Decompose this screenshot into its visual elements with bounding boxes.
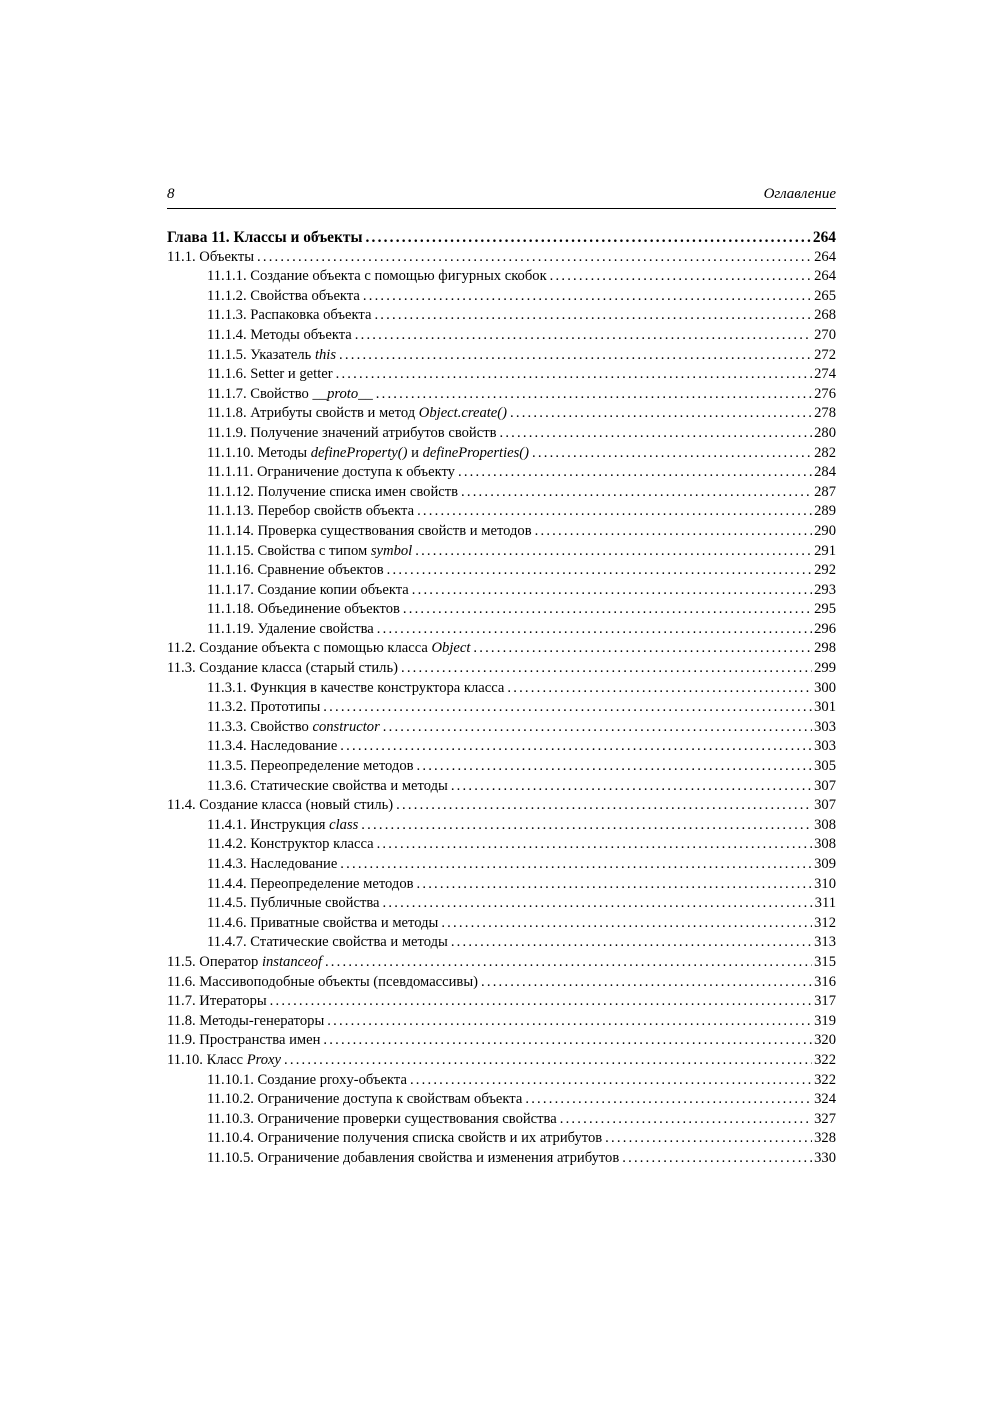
- toc-entry-page: 268: [814, 307, 836, 324]
- toc-title-segment: 11.4.6. Приватные свойства и методы: [207, 914, 439, 931]
- toc-entry-page: 322: [814, 1071, 836, 1088]
- toc-entry: [167, 679, 836, 699]
- toc-title-segment: 11.1. Объекты: [167, 248, 254, 265]
- dot-leader: [340, 737, 812, 757]
- toc-title-segment: 11.10.5. Ограничение добавления свойства и изменения атрибутов: [207, 1149, 620, 1166]
- toc-title-segment: 11.4.3. Наследование: [207, 856, 338, 872]
- toc-title-segment: 11.3.5. Переопределение методов: [207, 758, 414, 775]
- header-title: Оглавление: [763, 186, 836, 202]
- dot-leader: [323, 698, 812, 718]
- dot-leader: [323, 1031, 812, 1051]
- dot-leader: [622, 1149, 812, 1169]
- toc-entry: [167, 737, 836, 757]
- toc-entry-title: [207, 424, 496, 444]
- toc-entry-page: 309: [814, 856, 836, 872]
- toc-entry-title: [167, 992, 267, 1012]
- toc-entry: [167, 365, 836, 385]
- toc-entry: [167, 1051, 836, 1071]
- toc-title-italic-segment: class: [329, 816, 359, 833]
- toc-title-segment: 11.4.1. Инструкция: [207, 816, 330, 833]
- dot-leader: [441, 914, 812, 934]
- toc-entry-page: 264: [812, 229, 836, 246]
- toc-title-segment: 11.1.4. Методы объекта: [207, 326, 352, 343]
- dot-leader: [525, 1090, 812, 1110]
- toc-entry: [167, 326, 836, 346]
- toc-entry-page: 307: [814, 797, 836, 814]
- toc-entry-title: [207, 718, 380, 738]
- dot-leader: [403, 600, 812, 620]
- dot-leader: [451, 933, 812, 953]
- toc-entry-page: 270: [814, 326, 836, 343]
- toc-title-segment: 11.2. Создание объекта с помощью класса: [167, 640, 432, 657]
- toc-entry-title: [207, 835, 374, 855]
- toc-title-italic-segment: Object: [431, 640, 471, 657]
- toc-entry-title: [207, 914, 438, 934]
- toc-title-segment: 11.10.2. Ограничение доступа к свойствам объекта: [207, 1091, 523, 1108]
- toc-title-italic-segment: Object.create(): [418, 405, 507, 422]
- running-header: [167, 186, 836, 209]
- toc-title-segment: 11.1.6. Setter и getter: [207, 366, 333, 383]
- toc-title-italic-segment: this: [314, 346, 337, 363]
- toc-entry-title: [207, 287, 360, 307]
- toc-entry-title: [207, 816, 358, 836]
- dot-leader: [401, 659, 812, 679]
- toc-entry-title: [207, 620, 374, 640]
- toc-entry: [167, 542, 836, 562]
- toc-entry: [167, 502, 836, 522]
- toc-title-italic-segment: instanceof: [261, 953, 322, 970]
- toc-entry-page: 290: [814, 522, 836, 539]
- toc-entry-title: [207, 698, 320, 718]
- toc-entry: [167, 894, 836, 914]
- toc-entry: [167, 816, 836, 836]
- toc-entry-title: [207, 777, 448, 797]
- toc-entry-page: 276: [814, 385, 836, 402]
- toc-entry-page: 315: [814, 953, 836, 970]
- dot-leader: [355, 326, 812, 346]
- toc-title-segment: 11.1.12. Получение списка имен свойств: [207, 483, 458, 500]
- toc-entry: [167, 933, 836, 953]
- dot-leader: [270, 992, 812, 1012]
- toc-entry-title: [207, 346, 336, 366]
- toc-title-segment: 11.1.18. Объединение объектов: [207, 601, 400, 618]
- toc-entry: [167, 1090, 836, 1110]
- toc-entry-page: 320: [814, 1032, 836, 1049]
- dot-leader: [532, 444, 812, 464]
- toc-entry-title: [207, 875, 414, 895]
- toc-entry: [167, 600, 836, 620]
- toc-entry-title: [207, 1149, 619, 1169]
- dot-leader: [365, 228, 810, 248]
- dot-leader: [473, 639, 812, 659]
- toc-title-segment: 11.6. Массивоподобные объекты (псевдомассивы): [167, 973, 478, 990]
- dot-leader: [481, 973, 812, 993]
- toc-entry-page: 296: [814, 620, 836, 637]
- toc-title-segment: 11.1.15. Свойства с типом: [207, 542, 371, 559]
- toc-entry-page: 313: [814, 934, 836, 951]
- dot-leader: [377, 620, 812, 640]
- toc-title-segment: 11.4.2. Конструктор класса: [207, 836, 374, 853]
- toc-title-segment: 11.1.10. Методы: [207, 444, 311, 461]
- dot-leader: [361, 816, 812, 836]
- toc-entry-title: [207, 855, 337, 875]
- toc-entry: [167, 973, 836, 993]
- toc-title-segment: 11.1.17. Создание копии объекта: [207, 581, 409, 598]
- toc-title-segment: 11.1.9. Получение значений атрибутов свойств: [207, 424, 497, 441]
- dot-leader: [510, 404, 812, 424]
- toc-entry-page: 278: [814, 405, 836, 422]
- dot-leader: [284, 1051, 812, 1071]
- toc-entry-title: [207, 1071, 407, 1091]
- toc-entry-title: [167, 1012, 324, 1032]
- toc-entry: [167, 1012, 836, 1032]
- toc-entry: [167, 444, 836, 464]
- dot-leader: [451, 777, 812, 797]
- toc-title-italic-segment: __proto__: [312, 385, 373, 402]
- toc-entry: [167, 483, 836, 503]
- toc-entry-page: 264: [814, 268, 836, 285]
- toc-entry-page: 311: [814, 895, 836, 912]
- toc-entry-title: [207, 522, 532, 542]
- toc-entry-page: 317: [814, 993, 836, 1010]
- toc-entry-page: 291: [814, 542, 836, 559]
- toc-entry-page: 305: [814, 758, 836, 775]
- toc-entry-title: [207, 404, 507, 424]
- dot-leader: [605, 1129, 812, 1149]
- toc-entry: [167, 248, 836, 268]
- toc-entry-title: [207, 1090, 522, 1110]
- toc-entry: [167, 267, 836, 287]
- dot-leader: [461, 483, 812, 503]
- toc-entry: [167, 581, 836, 601]
- toc-entry: [167, 777, 836, 797]
- toc-entry: [167, 287, 836, 307]
- toc-title-segment: 11.3.4. Наследование: [207, 738, 338, 755]
- toc-entry-page: 274: [814, 366, 836, 383]
- toc-title-segment: 11.4.7. Статические свойства и методы: [207, 934, 448, 951]
- toc-entry-page: 292: [814, 562, 836, 579]
- toc-entry: [167, 639, 836, 659]
- toc-entry-page: 330: [814, 1149, 836, 1166]
- toc-title-segment: 11.4.4. Переопределение методов: [207, 875, 414, 892]
- toc-entry-page: 280: [814, 424, 836, 441]
- toc-entry: [167, 757, 836, 777]
- toc-entry-page: 322: [814, 1051, 836, 1068]
- toc-entry-title: [207, 444, 529, 464]
- toc-entry-title: [207, 933, 448, 953]
- dot-leader: [417, 875, 813, 895]
- dot-leader: [417, 502, 812, 522]
- toc-entry: [167, 1031, 836, 1051]
- dot-leader: [327, 1012, 812, 1032]
- toc-entry-title: [207, 306, 371, 326]
- page-number: 8: [167, 186, 175, 202]
- dot-leader: [387, 561, 812, 581]
- toc-entry: [167, 992, 836, 1012]
- toc-title-italic-segment: defineProperties(): [422, 444, 530, 461]
- toc-entry-title: [207, 737, 337, 757]
- toc-entry-title: [167, 953, 322, 973]
- toc-title-segment: 11.1.5. Указатель: [207, 346, 315, 363]
- dot-leader: [376, 385, 812, 405]
- toc-title-segment: 11.3. Создание класса (старый стиль): [167, 660, 398, 677]
- dot-leader: [383, 718, 812, 738]
- toc-title-segment: 11.1.11. Ограничение доступа к объекту: [207, 464, 455, 481]
- toc-entry-page: 301: [814, 699, 836, 716]
- toc-entry-title: [167, 1031, 320, 1051]
- toc-entry-page: 308: [814, 816, 836, 833]
- toc-entry-title: [207, 463, 455, 483]
- toc-entry-title: [207, 757, 414, 777]
- toc-title-segment: 11.1.14. Проверка существования свойств и методов: [207, 522, 532, 539]
- dot-leader: [410, 1071, 812, 1091]
- toc-entry: [167, 796, 836, 816]
- dot-leader: [383, 894, 813, 914]
- dot-leader: [340, 855, 812, 875]
- toc-entry-page: 319: [814, 1012, 836, 1029]
- toc-title-segment: 11.1.8. Атрибуты свойств и метод: [207, 405, 419, 422]
- toc-entry-page: 307: [814, 777, 836, 794]
- toc-entry-title: [167, 639, 470, 659]
- toc-entry-page: 308: [814, 836, 836, 853]
- toc-entry-title: [167, 228, 362, 248]
- toc-entry: [167, 855, 836, 875]
- toc-entry: [167, 914, 836, 934]
- dot-leader: [550, 267, 812, 287]
- toc-title-segment: и: [407, 444, 423, 461]
- toc-entry-title: [167, 1051, 281, 1071]
- dot-leader: [374, 306, 812, 326]
- toc-entry-title: [207, 894, 380, 914]
- toc-entry-page: 295: [814, 601, 836, 618]
- toc-title-segment: 11.1.19. Удаление свойства: [207, 620, 374, 637]
- toc-entry-page: 316: [814, 973, 836, 990]
- toc-title-segment: 11.5. Оператор: [167, 953, 262, 970]
- toc-entry-title: [207, 1110, 557, 1130]
- toc-entry: [167, 306, 836, 326]
- toc-entry-title: [167, 796, 393, 816]
- toc-entry-title: [207, 561, 384, 581]
- toc-list: [167, 228, 836, 1169]
- toc-title-segment: Глава 11. Классы и объекты: [167, 229, 363, 246]
- toc-title-segment: 11.3.3. Свойство: [207, 718, 313, 735]
- toc-entry: [167, 561, 836, 581]
- toc-entry: [167, 404, 836, 424]
- toc-title-segment: 11.4.5. Публичные свойства: [207, 895, 380, 912]
- toc-entry: [167, 385, 836, 405]
- dot-leader: [535, 522, 812, 542]
- toc-entry: [167, 1071, 836, 1091]
- toc-title-segment: 11.7. Итераторы: [167, 993, 267, 1010]
- dot-leader: [325, 953, 812, 973]
- toc-title-segment: 11.1.1. Создание объекта с помощью фигурных скобок: [207, 268, 547, 285]
- toc-entry-page: 324: [814, 1091, 836, 1108]
- toc-entry-page: 284: [814, 464, 836, 481]
- toc-entry-title: [207, 542, 412, 562]
- toc-title-segment: 11.3.1. Функция в качестве конструктора класса: [207, 679, 505, 696]
- toc-title-italic-segment: symbol: [370, 542, 413, 559]
- toc-entry: [167, 228, 836, 248]
- toc-title-segment: 11.1.16. Сравнение объектов: [207, 562, 384, 579]
- toc-entry: [167, 620, 836, 640]
- toc-title-segment: 11.3.2. Прототипы: [207, 699, 321, 716]
- toc-title-segment: 11.9. Пространства имен: [167, 1032, 321, 1049]
- toc-title-italic-segment: defineProperty(): [310, 444, 408, 461]
- toc-entry: [167, 1149, 836, 1169]
- toc-entry-title: [207, 502, 414, 522]
- toc-entry-title: [207, 581, 409, 601]
- toc-title-segment: 11.10.4. Ограничение получения списка свойств и их атрибутов: [207, 1130, 603, 1147]
- toc-entry-page: 298: [814, 640, 836, 657]
- toc-entry-page: 289: [814, 503, 836, 520]
- dot-leader: [412, 581, 812, 601]
- toc-entry-title: [207, 385, 373, 405]
- toc-entry-page: 303: [814, 738, 836, 755]
- toc-entry: [167, 875, 836, 895]
- toc-entry-title: [207, 365, 333, 385]
- toc-entry-page: 328: [814, 1130, 836, 1147]
- toc-entry-page: 293: [814, 581, 836, 598]
- toc-entry: [167, 1129, 836, 1149]
- dot-leader: [415, 542, 812, 562]
- toc-entry: [167, 953, 836, 973]
- toc-entry-page: 312: [814, 914, 836, 931]
- toc-entry-title: [207, 483, 458, 503]
- toc-title-segment: 11.10.3. Ограничение проверки существования свойства: [207, 1110, 557, 1127]
- toc-title-segment: 11.10.1. Создание proxy-объекта: [207, 1071, 407, 1088]
- toc-entry: [167, 698, 836, 718]
- toc-entry: [167, 346, 836, 366]
- dot-leader: [363, 287, 812, 307]
- toc-title-segment: 11.3.6. Статические свойства и методы: [207, 777, 448, 794]
- toc-entry: [167, 522, 836, 542]
- toc-entry-title: [207, 267, 547, 287]
- toc-title-segment: 11.4. Создание класса (новый стиль): [167, 797, 394, 814]
- toc-entry-page: 265: [814, 287, 836, 304]
- toc-entry-title: [167, 973, 478, 993]
- dot-leader: [257, 248, 812, 268]
- toc-title-segment: 11.1.7. Свойство: [207, 385, 313, 402]
- toc-entry: [167, 659, 836, 679]
- toc-entry-page: 287: [814, 483, 836, 500]
- toc-title-segment: 11.1.3. Распаковка объекта: [207, 307, 372, 324]
- toc-entry-title: [167, 659, 398, 679]
- toc-entry-title: [207, 600, 400, 620]
- dot-leader: [458, 463, 812, 483]
- dot-leader: [336, 365, 813, 385]
- toc-entry: [167, 463, 836, 483]
- toc-title-segment: 11.10. Класс: [167, 1051, 247, 1068]
- dot-leader: [377, 835, 813, 855]
- toc-entry: [167, 835, 836, 855]
- dot-leader: [560, 1110, 812, 1130]
- toc-entry-page: 327: [814, 1110, 836, 1127]
- toc-title-segment: 11.1.2. Свойства объекта: [207, 287, 360, 304]
- toc-entry-page: 303: [814, 718, 836, 735]
- dot-leader: [499, 424, 812, 444]
- toc-entry-page: 299: [814, 660, 836, 677]
- toc-entry: [167, 1110, 836, 1130]
- toc-entry-page: 282: [814, 444, 836, 461]
- toc-title-segment: 11.1.13. Перебор свойств объекта: [207, 503, 415, 520]
- dot-leader: [417, 757, 813, 777]
- dot-leader: [507, 679, 812, 699]
- toc-entry-page: 264: [814, 248, 836, 265]
- toc-entry-title: [207, 1129, 602, 1149]
- toc-title-italic-segment: constructor: [312, 718, 380, 735]
- dot-leader: [396, 796, 812, 816]
- toc-entry: [167, 424, 836, 444]
- toc-entry: [167, 718, 836, 738]
- toc-entry-page: 272: [814, 346, 836, 363]
- toc-entry-title: [207, 679, 504, 699]
- toc-entry-page: 300: [814, 679, 836, 696]
- toc-entry-title: [207, 326, 352, 346]
- toc-title-italic-segment: Proxy: [246, 1051, 282, 1068]
- toc-entry-title: [167, 248, 254, 268]
- toc-title-segment: 11.8. Методы-генераторы: [167, 1012, 325, 1029]
- dot-leader: [339, 346, 812, 366]
- toc-entry-page: 310: [814, 875, 836, 892]
